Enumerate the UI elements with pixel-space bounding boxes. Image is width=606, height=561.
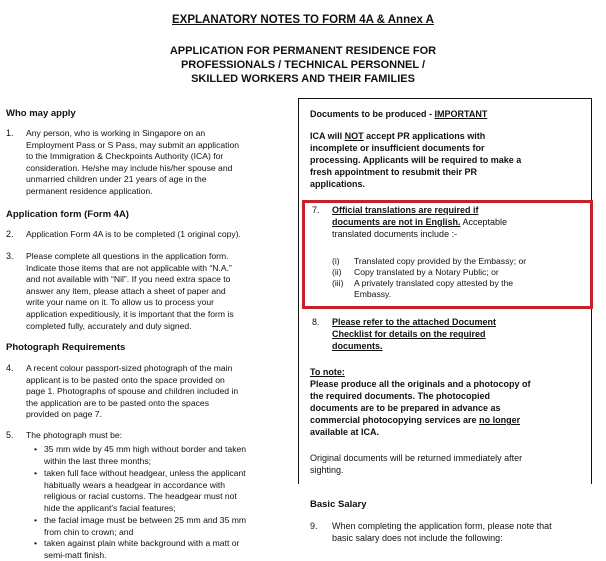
para-2-number: 2.	[6, 229, 14, 239]
to-note-text: Please produce all the originals and a photocopy of the required documents. The photocopied documents are to be prepared in advance as commercial photocopying services are no longer available at ICA.	[310, 379, 531, 437]
bullet-dot: •	[34, 468, 38, 478]
para-9-number: 9.	[310, 521, 318, 531]
ica-notice: ICA will NOT accept PR applications with incomplete or insufficient documents for processing. Applicants will be required to make a fresh appointment to resubmit their PR applications.	[310, 131, 522, 189]
basic-salary-heading: Basic Salary	[310, 499, 367, 510]
para-2: Application Form 4A is to be completed (1 original copy).	[26, 229, 241, 239]
application-form-heading: Application form (Form 4A)	[6, 209, 129, 220]
important-label: IMPORTANT	[434, 109, 488, 119]
documents-heading: Documents to be produced - IMPORTANT	[310, 109, 488, 119]
originals-returned-note: Original documents will be returned immediately after sighting.	[310, 453, 523, 475]
para-1-number: 1.	[6, 128, 14, 138]
bullet-dot: •	[34, 444, 38, 454]
translation-option-1: (i) Translated copy provided by the Embassy; or	[332, 256, 527, 266]
bullet-dot: •	[34, 515, 38, 525]
para-7: Official translations are required if documents are not in English. Acceptable translated documents include :-	[332, 205, 508, 239]
subtitle-line-2: PROFESSIONALS / TECHNICAL PERSONNEL /	[180, 59, 426, 71]
translation-option-3: (iii) A privately translated copy attested by the	[332, 278, 514, 288]
who-may-apply-heading: Who may apply	[6, 108, 76, 119]
para-3-number: 3.	[6, 251, 14, 261]
para-8-number: 8.	[312, 317, 320, 327]
photograph-requirements-heading: Photograph Requirements	[6, 342, 126, 353]
para-7-number: 7.	[312, 205, 320, 215]
para-8: Please refer to the attached Document Checklist for details on the required documents.	[332, 317, 497, 351]
translation-option-2: (ii) Copy translated by a Notary Public; or	[332, 267, 499, 277]
subtitle-line-1: APPLICATION FOR PERMANENT RESIDENCE FOR	[169, 45, 437, 57]
bullet-dot: •	[34, 538, 38, 548]
para-5-number: 5.	[6, 430, 14, 440]
to-note-heading: To note:	[310, 367, 345, 377]
document-title: EXPLANATORY NOTES TO FORM 4A & Annex A	[172, 14, 434, 26]
bullet-1: • 35 mm wide by 45 mm high without border and taken within the last three months;	[34, 444, 247, 466]
bullet-2: • taken full face without headgear, unless the applicant habitually wears a headgear in accordance with religious or racial customs. The headgear must not hide the applicant's facial features;	[34, 468, 246, 513]
translation-option-3-cont: Embassy.	[354, 289, 392, 299]
para-9: When completing the application form, please note that basic salary does not include the following:	[332, 521, 552, 543]
para-4-number: 4.	[6, 363, 14, 373]
bullet-3: • the facial image must be between 25 mm and 35 mm from chin to crown; and	[34, 515, 247, 537]
para-1: Any person, who is working in Singapore on an Employment Pass or S Pass, may submit an application to the Immigration & Checkpoints Authority (ICA) for consideration. He/she may include his/her spouse and unmarried children under 21 years of age in the permanent residence application.	[26, 128, 240, 196]
para-3: Please complete all questions in the application form. Indicate those items that are not applicable with “N.A.” and not available with “Nil”. If you need extra space to answer any item, please attach a sheet of paper and write your name on it. To allow us to process your application expeditiously, it is important that the form is completed fully, accurately and duly signed.	[26, 251, 234, 331]
bullet-4: • taken against plain white background with a matt or semi-matt finish.	[34, 538, 240, 560]
subtitle-line-3: SKILLED WORKERS AND THEIR FAMILIES	[191, 73, 415, 85]
no-longer-emphasis: no longer	[479, 415, 521, 425]
para-5-intro: The photograph must be:	[26, 430, 123, 440]
para-4: A recent colour passport-sized photograph of the main applicant is to be pasted onto the space provided on page 1. Photographs of spouse and children included in the application are to be pasted onto the spaces provided on page 7.	[26, 363, 239, 420]
